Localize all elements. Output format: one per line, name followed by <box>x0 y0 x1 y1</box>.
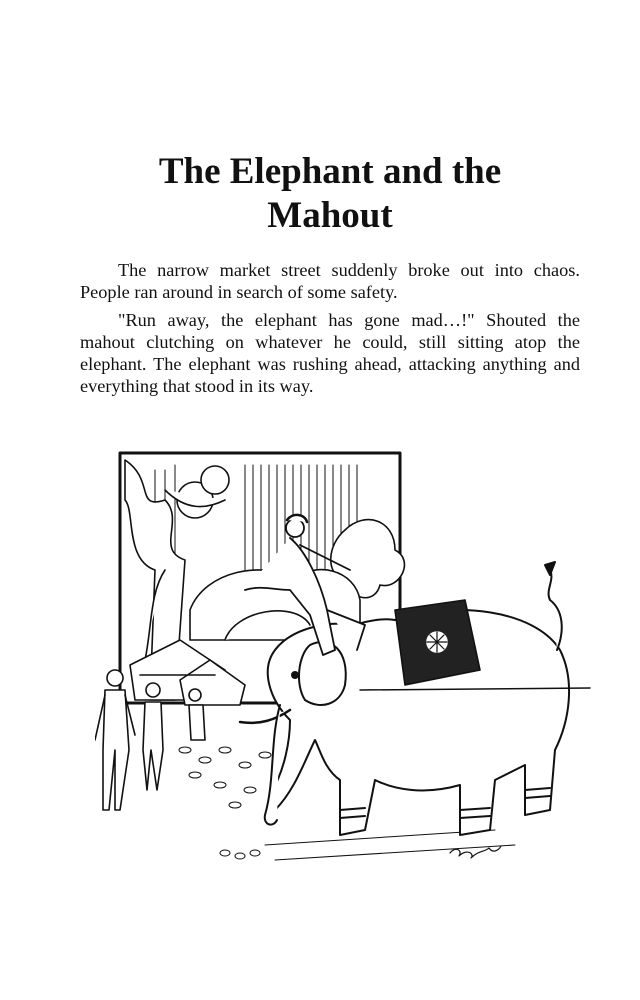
page-title <box>80 150 580 238</box>
elephant-illustration <box>95 450 595 880</box>
paragraph-1: The narrow market street suddenly broke out into chaos. People ran around in search of some safety. <box>80 260 580 302</box>
paragraph-2: "Run away, the elephant has gone mad…!" Shouted the mahout clutching on whatever he could, still sitting atop the elephant. The elephant was rushing ahead, attacking anything and everything that stood in its way. <box>80 310 580 396</box>
title-line-1: The Elephant and the <box>158 151 502 192</box>
story-body <box>80 259 580 403</box>
saddle-cloth <box>395 600 480 685</box>
title-line-2: Mahout <box>267 195 393 236</box>
